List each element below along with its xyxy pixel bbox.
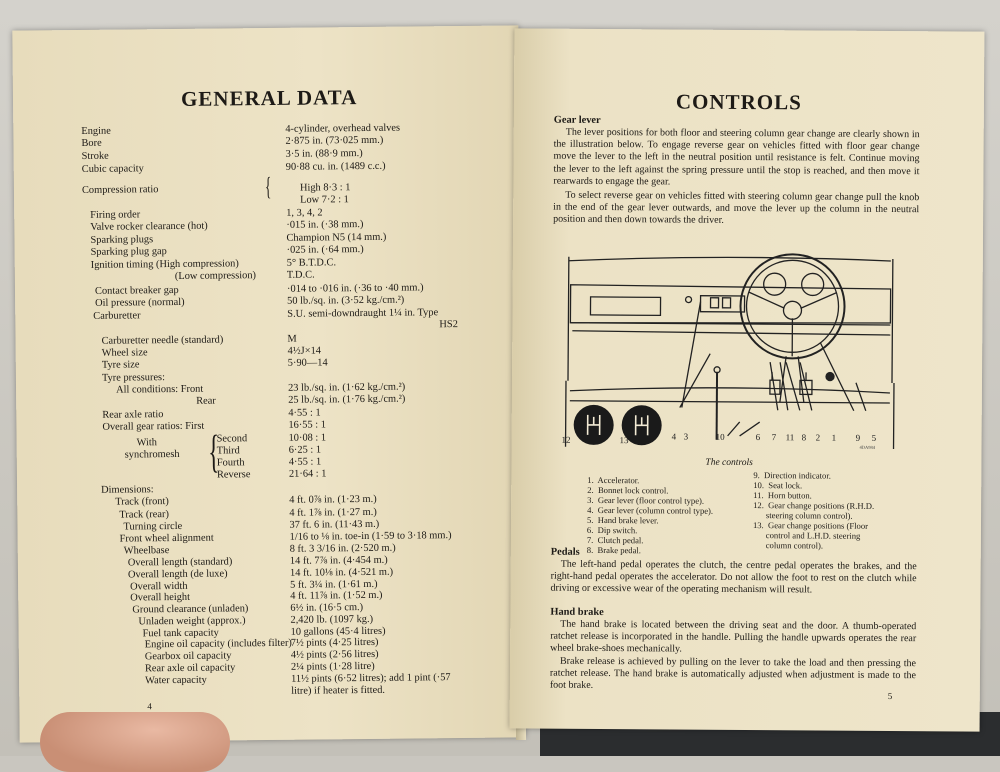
spec-row [17, 466, 517, 481]
spec-label: Engine [81, 125, 111, 137]
spec-row [18, 600, 518, 616]
spec-row [15, 293, 515, 309]
spec-value: 25 lb./sq. in. (1·76 kg./cm.²) [288, 393, 406, 406]
legend-item: 4. Gear lever (column control type). [587, 504, 714, 516]
spec-value: ·014 to ·016 in. (·36 to ·40 mm.) [286, 282, 424, 295]
spec-value: HS2 [439, 319, 458, 331]
legend-item: 7. Clutch pedal. [586, 534, 644, 546]
spec-label: (Low compression) [174, 270, 257, 282]
spec-label: Unladen weight (approx.) [138, 615, 246, 628]
spec-label: Wheelbase [123, 545, 170, 557]
spec-value: 23 lb./sq. in. (1·62 kg./cm.²) [287, 381, 406, 394]
thumb [40, 712, 230, 772]
spec-value: 5° B.T.D.C. [286, 257, 337, 269]
legend-item: 6. Dip switch. [586, 524, 638, 536]
spec-label: Sparking plugs [90, 234, 154, 246]
spec-row [18, 588, 518, 604]
spec-label: Gearbox oil capacity [144, 650, 232, 663]
spec-value: Low 7·2 : 1 [300, 194, 349, 206]
spec-value: 2,420 lb. (1097 kg.) [290, 613, 374, 626]
spec-row [16, 417, 516, 433]
spec-row [18, 553, 518, 569]
spec-value: 8 ft. 3 3/16 in. (2·520 m.) [289, 542, 396, 555]
spec-label: Valve rocker clearance (hot) [90, 220, 208, 233]
spec-label: Compression ratio [81, 184, 159, 196]
page-number-left: 4 [147, 701, 152, 712]
spec-row [16, 355, 516, 371]
spec-value: 4 ft. 0⅞ in. (1·23 m.) [289, 493, 377, 506]
spec-label: Second [216, 433, 248, 445]
figure-callout-number: 9 [855, 432, 861, 443]
synchromesh-label: synchromesh [124, 448, 180, 461]
spec-label: Track (rear) [119, 509, 169, 521]
spec-value: 10·08 : 1 [288, 432, 327, 444]
spec-value: 1, 3, 4, 2 [286, 207, 323, 219]
spec-value: 4·55 : 1 [288, 456, 322, 468]
spec-row [16, 380, 516, 396]
spec-label: Overall length (standard) [127, 556, 233, 569]
spec-row [17, 517, 517, 533]
legend-item: steering column control). [753, 510, 853, 521]
spec-label: Third [216, 445, 240, 457]
spec-label: Oil pressure (normal) [95, 296, 185, 309]
spec-value: 5·90—14 [287, 357, 328, 369]
legend-item: 2. Bonnet lock control. [587, 484, 669, 496]
pedals-heading: Pedals [550, 546, 580, 558]
spec-value: 4½J×14 [287, 345, 322, 357]
spec-label: Fuel tank capacity [142, 627, 219, 640]
spec-row [15, 281, 515, 297]
spec-label: Front wheel alignment [119, 532, 214, 545]
spec-value: 1/16 to ⅛ in. toe-in (1·59 to 3·18 mm.) [289, 530, 452, 543]
spec-value: 6·25 : 1 [288, 444, 322, 456]
figure-callout-number: 10 [715, 431, 725, 442]
spec-row [18, 565, 518, 581]
spec-value: ·015 in. (·38 mm.) [286, 219, 364, 231]
spec-row [15, 306, 515, 322]
spec-value: litre) if heater is fitted. [291, 684, 386, 697]
spec-value: High 8·3 : 1 [299, 182, 351, 194]
spec-label: Rear axle oil capacity [144, 662, 236, 675]
spec-value: 21·64 : 1 [288, 468, 327, 480]
spec-row [17, 480, 517, 496]
spec-value: Champion N5 (14 mm.) [286, 231, 387, 244]
spec-value: 14 ft. 10⅛ in. (4·521 m.) [289, 566, 394, 579]
spec-value: 2¼ pints (1·28 litre) [290, 660, 375, 673]
spec-label: Overall gear ratios: First [102, 420, 205, 433]
figure-caption: The controls [705, 457, 753, 469]
spec-label: Track (front) [115, 496, 169, 508]
spec-value: 50 lb./sq. in. (3·52 kg./cm.²) [287, 294, 405, 307]
spec-label: All conditions: Front [115, 383, 204, 396]
spec-row [16, 368, 516, 384]
legend-item: 11. Horn button. [753, 490, 812, 501]
figure-callout-number: 11 [785, 432, 795, 443]
figure-callout-number: 2 [815, 432, 821, 443]
figure-callout-number: 3 [683, 431, 689, 442]
spec-row [19, 671, 519, 687]
legend-item: 5. Hand brake lever. [586, 514, 659, 526]
figure-callout-number: 7 [771, 432, 777, 443]
spec-value: T.D.C. [286, 269, 315, 281]
spec-label: Contact breaker gap [94, 284, 179, 297]
page-title-general-data: GENERAL DATA [180, 85, 358, 111]
synchromesh-label-with: With [136, 437, 158, 449]
spec-row [18, 612, 518, 628]
spec-value: 4·55 : 1 [288, 407, 321, 419]
spec-row [16, 392, 516, 407]
spec-label: Bore [81, 137, 102, 149]
figure-code: 4DA984 [859, 444, 876, 450]
spec-row [16, 405, 516, 421]
spec-value: 11½ pints (6·52 litres); add 1 pint (·57 [291, 672, 451, 685]
spec-label: Rear axle ratio [102, 409, 164, 421]
legend-item: 9. Direction indicator. [753, 470, 831, 481]
legend-left-column [587, 475, 714, 556]
spec-row [18, 577, 518, 593]
spec-row [14, 180, 514, 196]
legend-item: 10. Seat lock. [753, 480, 803, 491]
spec-label: Overall length (de luxe) [127, 568, 228, 581]
spec-value: 5 ft. 3¼ in. (1·61 m.) [290, 578, 378, 591]
spec-label: Fourth [216, 457, 245, 469]
legend-item: 8. Brake pedal. [586, 544, 642, 556]
gear-lever-heading: Gear lever [553, 114, 601, 126]
spec-value: M [287, 333, 297, 345]
spec-value: 7½ pints (4·25 litres) [290, 636, 379, 649]
figure-callout-number: 13 [619, 435, 629, 446]
legend-item: 1. Accelerator. [587, 474, 640, 486]
legend-item: control and L.H.D. steering [752, 530, 861, 541]
legend-right-column [753, 470, 875, 551]
compression-brace: { [264, 171, 272, 202]
legend-item: 13. Gear change positions (Floor [752, 520, 869, 531]
hand-brake-heading: Hand brake [550, 606, 604, 619]
spec-label: Tyre pressures: [101, 372, 166, 384]
spec-label: Sparking plug gap [90, 246, 167, 258]
spec-label: Engine oil capacity (includes filter) [144, 637, 292, 651]
spec-label: Wheel size [101, 347, 148, 359]
spec-label: Carburetter [93, 310, 141, 322]
spec-row [19, 659, 519, 675]
spec-label: Reverse [216, 469, 251, 481]
figure-callout-number: 1 [831, 432, 837, 443]
spec-value: 4½ pints (2·56 litres) [290, 648, 379, 661]
spec-value: 14 ft. 7⅞ in. (4·454 m.) [289, 554, 388, 567]
spec-value: 4 ft. 11⅞ in. (1·52 m.) [290, 589, 383, 602]
figure-callout-number: 12 [561, 434, 571, 445]
spec-row [19, 635, 519, 651]
spec-row [16, 343, 516, 359]
gear-lever-paragraph-2: To select reverse gear on vehicles fitted with steering column gear change pull the knob in the end of the gear lever outwards, and move the lever up the column in the neutral position and then down towards the driver. [553, 189, 920, 227]
spec-label: Dimensions: [101, 484, 154, 496]
legend-item: 12. Gear change positions (R.H.D. [753, 500, 875, 511]
hand-brake-paragraph-1: The hand brake is located between the driving seat and the door. A thumb-operated ratchet release is incorporated in the handle. Pulling the handle upwards operates the rear wheel brake-shoes mechanically. [550, 618, 917, 655]
spec-label: Overall height [130, 591, 191, 604]
legend-item: 3. Gear lever (floor control type). [587, 494, 705, 506]
spec-row [19, 624, 519, 640]
spec-row [17, 492, 517, 508]
hand-brake-paragraph-2: Brake release is achieved by pulling on the lever to take the load and then pressing the ratchet release. The hand brake is automatically adjusted when adjustment is made to the foot brake. [549, 655, 917, 692]
spec-row [17, 505, 517, 521]
spec-label: Cubic capacity [81, 163, 144, 175]
spec-value: ·025 in. (·64 mm.) [286, 244, 364, 256]
spec-row [15, 318, 515, 331]
spec-label: Rear [196, 395, 216, 407]
spec-value: 3·5 in. (88·9 mm.) [285, 148, 363, 160]
spec-label: Overall width [130, 580, 188, 593]
gear-brace: { [207, 425, 220, 477]
spec-value: S.U. semi-downdraught 1¼ in. Type [287, 307, 439, 320]
spec-value: 4-cylinder, overhead valves [285, 122, 401, 135]
left-page [12, 25, 525, 742]
figure-callout-number: 5 [871, 432, 877, 443]
page-title-controls: CONTROLS [675, 89, 802, 115]
spec-label: Firing order [90, 209, 141, 221]
spec-value: 10 gallons (45·4 litres) [290, 625, 386, 638]
spec-value: 90·88 cu. in. (1489 c.c.) [285, 160, 386, 173]
spec-label: Stroke [81, 150, 109, 162]
spec-row [18, 529, 518, 545]
spec-value: 2·875 in. (73·025 mm.) [285, 134, 384, 147]
spec-value: 6½ in. (16·5 cm.) [290, 602, 364, 614]
gear-lever-paragraph-1: The lever positions for both floor and steering column gear change are clearly shown in the illustration below. To engage reverse gear on vehicles fitted with floor gear change move the lever to the left in the neutral position until resistance is felt. Continue moving the lever to the left against the spring pressure until the stop is reached, and then move it rearwards to engage the gear. [553, 126, 920, 188]
legend-item: column control). [752, 540, 824, 551]
controls-illustration [560, 251, 901, 453]
spec-value: 4 ft. 1⅞ in. (1·27 m.) [289, 506, 377, 519]
figure-callout-number: 8 [801, 432, 807, 443]
pedals-paragraph: The left-hand pedal operates the clutch, the centre pedal operates the brakes, and the right-hand pedal operates the accelerator. Do not allow the foot to rest on the clutch while driving or excessive wear of the operating mechanism will result. [550, 558, 917, 596]
spec-label: Tyre size [101, 359, 140, 371]
figure-callout-number: 4 [671, 431, 677, 442]
spec-label: Water capacity [145, 674, 207, 687]
spec-label: Ground clearance (unladen) [132, 603, 249, 616]
figure-callout-number: 6 [755, 432, 761, 443]
page-number-right: 5 [887, 690, 893, 702]
spec-value: 37 ft. 6 in. (11·43 m.) [289, 518, 380, 531]
spec-row [14, 205, 514, 221]
spec-row [15, 331, 515, 347]
spec-value: 16·55 : 1 [288, 419, 327, 431]
right-page [510, 28, 985, 731]
spec-label: Turning circle [123, 520, 183, 533]
spec-label: Carburetter needle (standard) [101, 334, 224, 347]
spec-row [13, 121, 513, 137]
spec-label: Ignition timing (High compression) [90, 258, 239, 271]
